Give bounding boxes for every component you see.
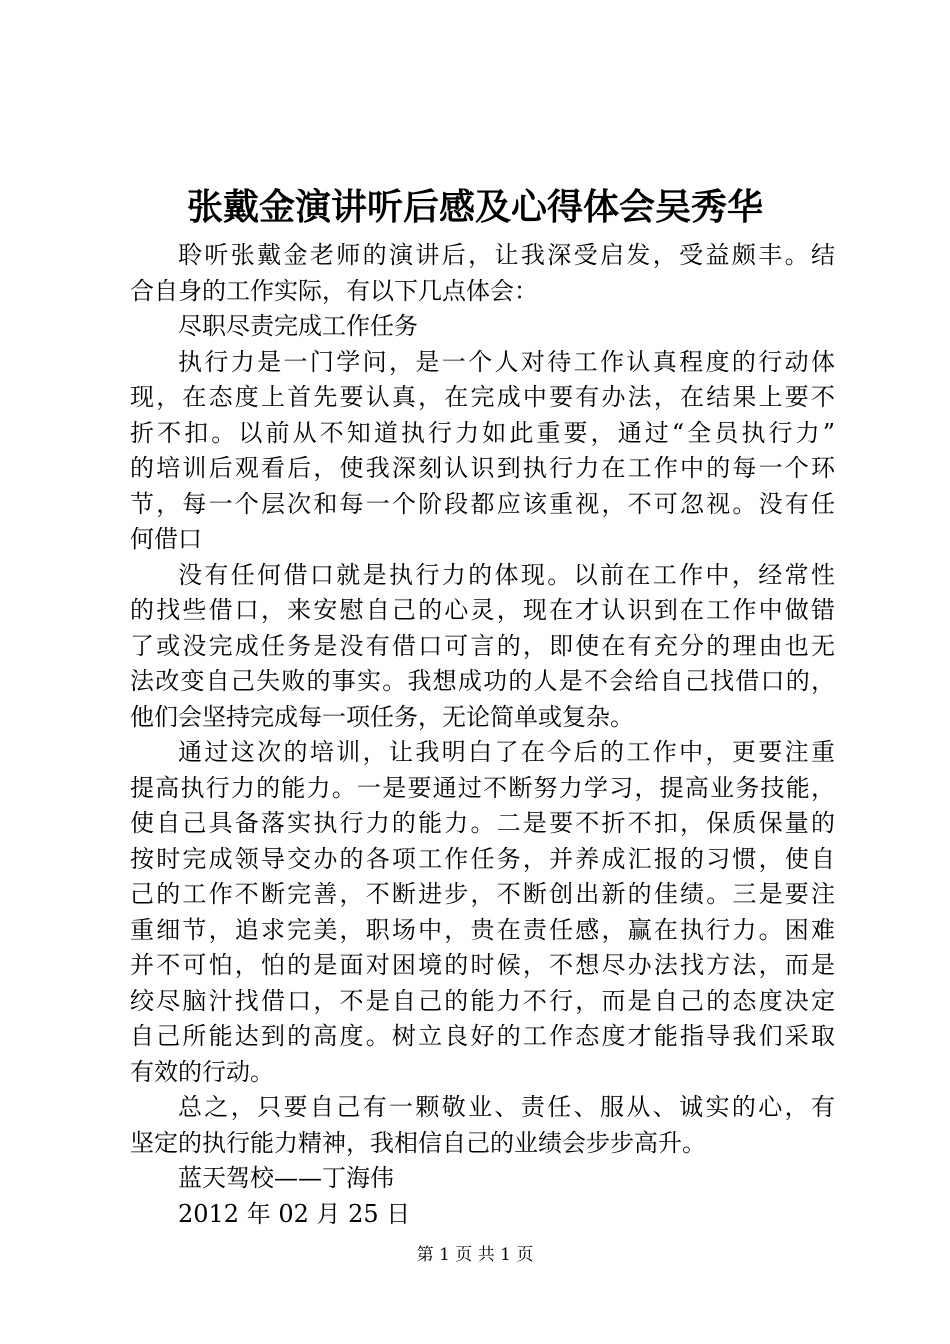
text-line: 通过这次的培训，让我明白了在今后的工作中，更要注重 xyxy=(178,738,835,766)
text-line: 他们会坚持完成每一项任务，无论简单或复杂。 xyxy=(130,702,634,731)
text-line: 重细节，追求完美，职场中，贵在责任感，赢在执行力。困难 xyxy=(130,915,835,944)
text-line: 节，每一个层次和每一个阶段都应该重视，不可忽视。没有任 xyxy=(130,489,835,518)
text-line: 聆听张戴金老师的演讲后，让我深受启发，受益颇丰。结 xyxy=(178,241,835,269)
text-line: 按时完成领导交办的各项工作任务，并养成汇报的习惯，使自 xyxy=(130,844,835,873)
document-body xyxy=(130,238,835,1232)
text-line: 现，在态度上首先要认真，在完成中要有办法，在结果上要不 xyxy=(130,383,835,411)
text-line: 何借口 xyxy=(130,525,202,553)
text-line: 了或没完成任务是没有借口可言的，即使在有充分的理由也无 xyxy=(130,631,835,660)
text-line: 并不可怕，怕的是面对困境的时候，不想尽办法找方法，而是 xyxy=(130,951,835,979)
text-line: 有效的行动。 xyxy=(130,1057,274,1086)
text-line: 2012 年 02 月 25 日 xyxy=(178,1199,411,1228)
text-line: 绞尽脑汁找借口，不是自己的能力不行，而是自己的态度决定 xyxy=(130,986,835,1015)
text-line: 蓝天驾校——丁海伟 xyxy=(178,1164,394,1192)
text-line: 执行力是一门学问，是一个人对待工作认真程度的行动体 xyxy=(178,347,835,376)
text-line: 自己所能达到的高度。树立良好的工作态度才能指导我们采取 xyxy=(130,1022,835,1050)
text-line: 使自己具备落实执行力的能力。二是要不折不扣，保质保量的 xyxy=(130,809,835,837)
text-line: 坚定的执行能力精神，我相信自己的业绩会步步高升。 xyxy=(130,1128,706,1157)
text-line: 的找些借口，来安慰自己的心灵，现在才认识到在工作中做错 xyxy=(130,596,835,624)
text-line: 没有任何借口就是执行力的体现。以前在工作中，经常性 xyxy=(178,560,835,589)
text-line: 总之，只要自己有一颗敬业、责任、服从、诚实的心，有 xyxy=(178,1093,835,1121)
text-line: 的培训后观看后，使我深刻认识到执行力在工作中的每一个环 xyxy=(130,454,835,482)
text-line: 尽职尽责完成工作任务 xyxy=(178,312,418,340)
page-footer: 第 1 页 共 1 页 xyxy=(416,1245,534,1265)
text-line: 己的工作不断完善，不断进步，不断创出新的佳绩。三是要注 xyxy=(130,880,835,908)
text-line: 提高执行力的能力。一是要通过不断努力学习，提高业务技能， xyxy=(130,773,835,802)
text-line: 折不扣。以前从不知道执行力如此重要，通过“全员执行力” xyxy=(130,418,835,447)
document-title: 张戴金演讲听后感及心得体会吴秀华 xyxy=(186,186,763,228)
text-line: 法改变自己失败的事实。我想成功的人是不会给自己找借口的， xyxy=(130,667,835,695)
text-line: 合自身的工作实际，有以下几点体会： xyxy=(130,276,538,305)
